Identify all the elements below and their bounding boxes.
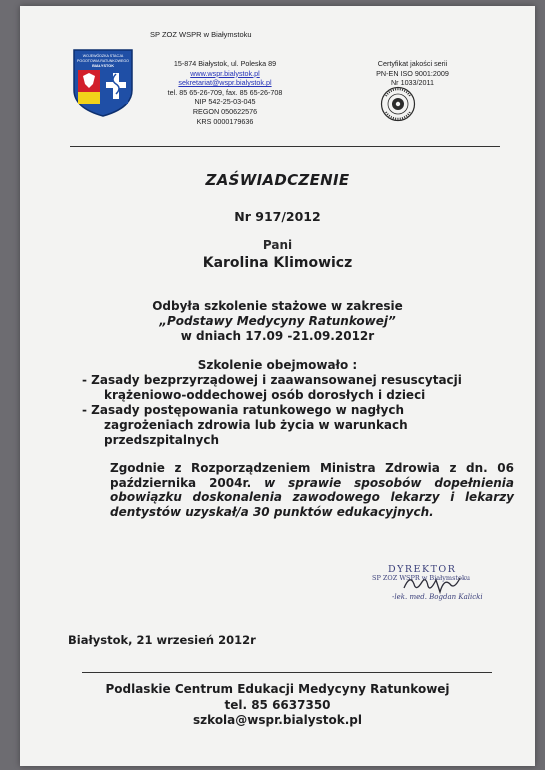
footer-phone: tel. 85 6637350	[224, 697, 331, 712]
org-contact-block	[140, 59, 310, 126]
org-email-link[interactable]: sekretariat@wspr.bialystok.pl	[178, 78, 272, 88]
org-name: SP ZOZ WSPR w Białymstoku	[150, 30, 252, 39]
logo-text-2: POGOTOWIA RATUNKOWEGO	[77, 59, 129, 63]
scope-heading: Szkolenie obejmowało :	[197, 358, 358, 372]
org-regon: REGON 050622576	[192, 106, 258, 116]
stamp-title: DYREKTOR	[388, 564, 457, 575]
scope-item-2-line-3: przedszpitalnych	[104, 433, 220, 447]
header-divider	[70, 146, 500, 147]
regulation-text: Zgodnie z Rozporządzeniem Ministra Zdrowia z dn. 06 października 2004r.	[110, 461, 514, 490]
regulation-paragraph	[110, 461, 514, 519]
regulation-text-italic: w sprawie sposobów dopełnienia obowiązku doskonalenia zawodowego lekarzy i lekarzy dentystów uzyskał/a 30 punktów edukacyjnych.	[110, 475, 514, 519]
stamp-name: -lek. med. Bogdan Kalicki	[392, 593, 483, 601]
issue-date: Białystok, 21 wrzesień 2012r	[68, 633, 256, 647]
salutation: Pani	[262, 238, 293, 252]
scope-item-1-line-1: - Zasady bezprzyrządowej i zaawansowanej resuscytacji	[82, 373, 462, 387]
logo-text-3: BIAŁYSTOK	[92, 64, 114, 68]
document-number: Nr 917/2012	[234, 209, 321, 224]
scope-item-2-line-2: zagrożeniach zdrowia lub życia w warunkach	[104, 418, 408, 432]
certificate-sheet	[20, 6, 535, 766]
wspr-logo	[70, 46, 136, 118]
org-krs: KRS 0000179636	[196, 116, 254, 126]
recipient-name: Karolina Klimowicz	[202, 255, 353, 271]
certification-seal-icon	[380, 86, 416, 122]
footer-center-name: Podlaskie Centrum Edukacji Medycyny Ratunkowej	[105, 682, 450, 696]
org-website-link[interactable]: www.wspr.bialystok.pl	[190, 68, 260, 78]
course-name: „Podstawy Medycyny Ratunkowej”	[159, 314, 396, 328]
scope-item-2-line-1: - Zasady postępowania ratunkowego w nagłych	[82, 403, 404, 417]
org-nip: NIP 542-25-03-045	[194, 97, 256, 107]
footer	[20, 682, 535, 729]
course-dates: w dniach 17.09 -21.09.2012r	[180, 329, 375, 343]
course-line-1: Odbyła szkolenie stażowe w zakresie	[152, 299, 403, 313]
director-stamp	[360, 564, 500, 614]
cert-line-1: Certyfikat jakości serii	[377, 59, 448, 68]
logo-text-1: WOJEWÓDZKA STACJA	[82, 54, 124, 58]
document-title: ZAŚWIADCZENIE	[205, 171, 350, 189]
footer-divider	[82, 672, 492, 673]
scope-item-1-line-2: krążeniowo-oddechowej osób dorosłych i dzieci	[104, 388, 426, 402]
org-address: 15-874 Białystok, ul. Poleska 89	[173, 59, 277, 68]
course-info	[20, 299, 535, 344]
quality-certificate	[350, 59, 475, 88]
cert-line-3: Nr 1033/2011	[390, 78, 435, 88]
footer-email[interactable]: szkola@wspr.bialystok.pl	[193, 713, 362, 727]
scope-list	[82, 373, 502, 448]
stamp-org: SP ZOZ WSPR w Białymstoku	[372, 574, 471, 582]
org-phone-fax: tel. 85 65-26-709, fax. 85 65-26-708	[167, 87, 283, 97]
cert-line-2: PN-EN ISO 9001:2009	[376, 68, 449, 78]
